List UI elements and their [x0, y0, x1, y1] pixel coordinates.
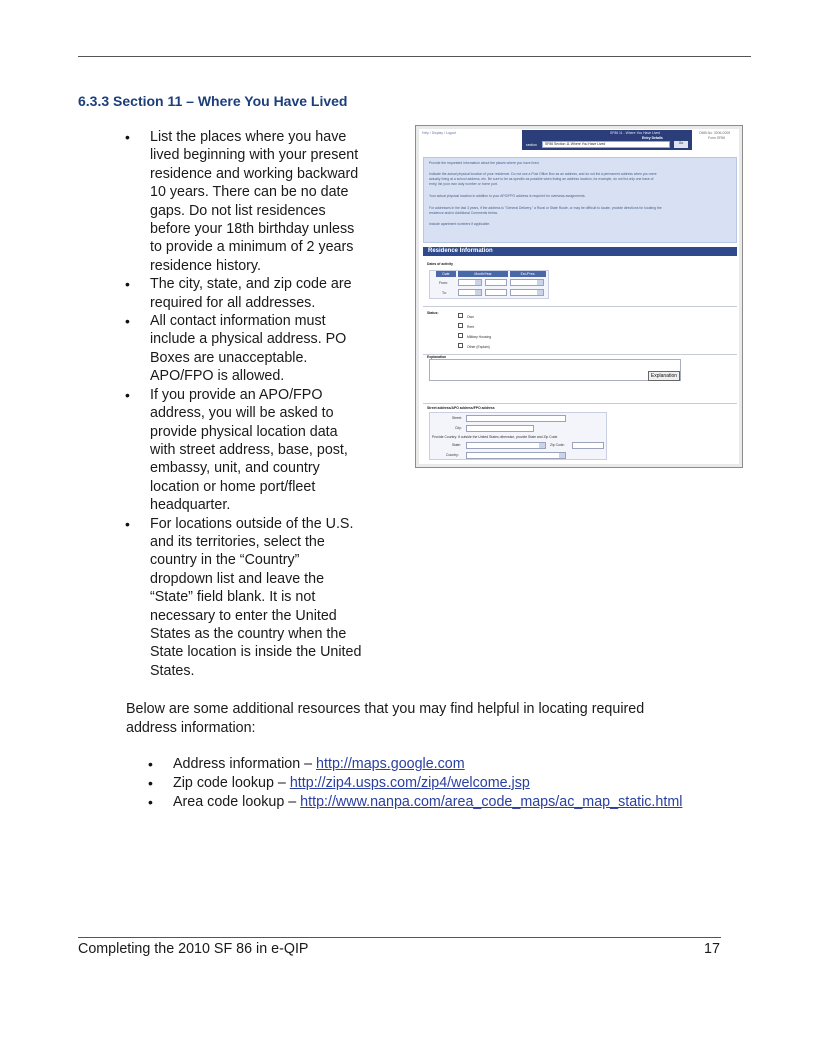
list-item — [150, 515, 390, 681]
status-own-label: Own — [467, 315, 474, 319]
list-item-line: 10 years. There can be no date — [150, 184, 349, 201]
list-item-line: with street address, base, post, — [150, 441, 348, 458]
resources-list — [173, 755, 773, 812]
footer-rule — [78, 937, 721, 938]
explanation-button: Explanation — [648, 371, 680, 381]
status-military-checkbox — [458, 333, 463, 338]
list-item-line: required for all addresses. — [150, 294, 316, 311]
instructions-line: residence and/or Additional Comments below. — [429, 211, 498, 215]
chevron-down-icon — [475, 280, 481, 285]
residence-header: Residence Information — [423, 247, 737, 256]
list-item — [150, 128, 390, 275]
list-item-line: APO/FPO is allowed. — [150, 368, 285, 385]
entry-details: Entry Details — [642, 136, 663, 140]
resource-item — [173, 774, 773, 793]
section-select: SF86 Section 11 Where You Have Lived — [542, 141, 670, 148]
status-other-label: Other (Explain) — [467, 345, 490, 349]
status-rent-label: Rent — [467, 325, 475, 329]
instructions-line: Include apartment numbers if applicable. — [429, 222, 491, 226]
instructions-line: Indicate the actual physical location of your residence. Do not use a Post Office Box as an address, and do not list a permanent address when you were — [429, 172, 657, 176]
dates-header-date: Date — [436, 271, 456, 277]
from-est-select — [510, 279, 544, 286]
list-item-line: embassy, unit, and country — [150, 460, 320, 477]
chevron-down-icon — [537, 280, 543, 285]
list-item-line: residence history. — [150, 257, 261, 274]
address-table — [429, 412, 607, 460]
list-item-line: States. — [150, 662, 195, 679]
header-rule — [78, 56, 751, 57]
resources-intro-line: Below are some additional resources that you may find helpful in locating required — [126, 701, 645, 717]
city-label: City: — [455, 426, 462, 430]
status-military-label: Military Housing — [467, 335, 492, 339]
status-other-checkbox — [458, 343, 463, 348]
country-select — [466, 452, 566, 459]
list-item — [150, 386, 390, 515]
dates-header-month-year: Month/Year — [458, 271, 508, 277]
instructions-line: For addresses in the last 3 years, if the address is "General Delivery," a Rural or State Route, or may be difficult to locate, provide directions for locating the — [429, 206, 662, 210]
dates-label: Dates of activity — [427, 262, 454, 266]
status-own-checkbox — [458, 313, 463, 318]
resource-label: Area code lookup – — [173, 794, 301, 810]
country-label: Country: — [446, 453, 459, 457]
list-item-line: States as the country when the — [150, 625, 347, 642]
resource-link[interactable]: http://maps.google.com — [316, 756, 465, 772]
explanation-textarea — [429, 359, 681, 381]
list-item-line: include a physical address. PO — [150, 331, 347, 348]
state-label: State: — [452, 443, 461, 447]
list-item-line: Boxes are unacceptable. — [150, 349, 308, 366]
dates-table — [429, 270, 549, 299]
section-label: section — [526, 143, 537, 147]
list-item-line: provide physical location data — [150, 423, 338, 440]
list-item-line: dropdown list and leave the — [150, 570, 325, 587]
street-label: Street: — [452, 416, 462, 420]
list-item-line: to provide a minimum of 2 years — [150, 239, 354, 256]
to-est-select — [510, 289, 544, 296]
list-item-line: • If you provide an APO/FPO — [150, 386, 323, 403]
resource-link[interactable]: http://zip4.usps.com/zip4/welcome.jsp — [289, 775, 530, 791]
divider — [423, 306, 737, 307]
to-year-input — [485, 289, 507, 296]
list-item-line: necessary to enter the United — [150, 607, 337, 624]
list-item-line: country in the “Country” — [150, 552, 300, 569]
from-month-select — [458, 279, 482, 286]
resource-label: Zip code lookup – — [173, 775, 290, 791]
zip-label: Zip Code: — [550, 443, 565, 447]
list-item-line: • List the places where you have — [150, 129, 347, 145]
list-item — [150, 275, 390, 312]
country-note: Provide Country. If outside the United States otherwise, provide State and Zip Code. — [432, 435, 559, 439]
state-select — [466, 442, 546, 449]
city-input — [466, 425, 534, 432]
chevron-down-icon — [475, 290, 481, 295]
list-item-line: location or home port/fleet — [150, 478, 316, 495]
form-screenshot-content — [419, 129, 739, 464]
status-rent-checkbox — [458, 323, 463, 328]
street-input — [466, 415, 566, 422]
section-heading: 6.3.3 Section 11 – Where You Have Lived — [78, 93, 348, 109]
list-item-line: lived beginning with your present — [150, 147, 359, 164]
status-label: Status: — [427, 311, 439, 315]
from-label: From: — [439, 281, 448, 285]
go-button: Go — [674, 141, 688, 148]
dates-header-est: Est./Pres. — [510, 271, 546, 277]
explanation-label: Explanation — [427, 355, 447, 359]
to-label: To: — [442, 291, 447, 295]
instructions-line: Provide the requested information about the places where you have lived. — [429, 161, 540, 165]
nav-title: SF86 11 - Where You Have Lived — [610, 131, 661, 135]
chevron-down-icon — [537, 290, 543, 295]
instructions-line: actually living at a school address, etc. Be sure to be as specific as possible when listing an address location, for example, do not list only one base of — [429, 177, 654, 181]
divider — [423, 403, 737, 404]
instructions-list — [150, 128, 390, 680]
list-item-line: • For locations outside of the U.S. — [150, 515, 354, 532]
list-item-line: address, you will be asked to — [150, 405, 334, 422]
instructions-line: Your actual physical location in addition to your APO/FPO address is required for overseas assignments. — [429, 194, 586, 198]
resource-link[interactable]: http://www.nanpa.com/area_code_maps/ac_map_static.html — [300, 794, 683, 810]
resource-label: Address information – — [173, 756, 317, 772]
street-header: Street address/APO address/FPO address — [427, 406, 495, 410]
list-item-line: • The city, state, and zip code are — [150, 276, 352, 293]
list-item — [150, 312, 390, 386]
zip-input — [572, 442, 604, 449]
footer-title: Completing the 2010 SF 86 in e-QIP — [78, 941, 309, 957]
instructions-line: entry, list your own duty number or home port. — [429, 182, 498, 186]
list-item-line: “State” field blank. It is not — [150, 589, 316, 606]
list-item-line: and its territories, select the — [150, 533, 325, 550]
to-month-select — [458, 289, 482, 296]
resource-item — [173, 793, 773, 812]
section-nav-bar — [522, 130, 692, 150]
omb-number: OMB No. 3206-0005 — [699, 131, 731, 135]
page-number: 17 — [704, 941, 720, 957]
form-number: Form SF86 — [708, 136, 725, 140]
list-item-line: State location is inside the United — [150, 644, 362, 661]
list-item-line: gaps. Do not list residences — [150, 202, 326, 219]
chevron-down-icon — [559, 453, 565, 458]
list-item-line: • All contact information must — [150, 313, 326, 330]
resources-intro — [126, 700, 726, 738]
help-links: Help / Display / Logout — [422, 131, 457, 135]
from-year-input — [485, 279, 507, 286]
instructions-panel — [423, 157, 737, 243]
form-screenshot — [415, 125, 743, 468]
resource-item — [173, 755, 773, 774]
chevron-down-icon — [539, 443, 545, 448]
list-item-line: before your 18th birthday unless — [150, 221, 355, 238]
list-item-line: headquarter. — [150, 497, 231, 514]
divider — [423, 354, 737, 355]
list-item-line: residence and working backward — [150, 165, 359, 182]
resources-intro-line: address information: — [126, 720, 256, 736]
